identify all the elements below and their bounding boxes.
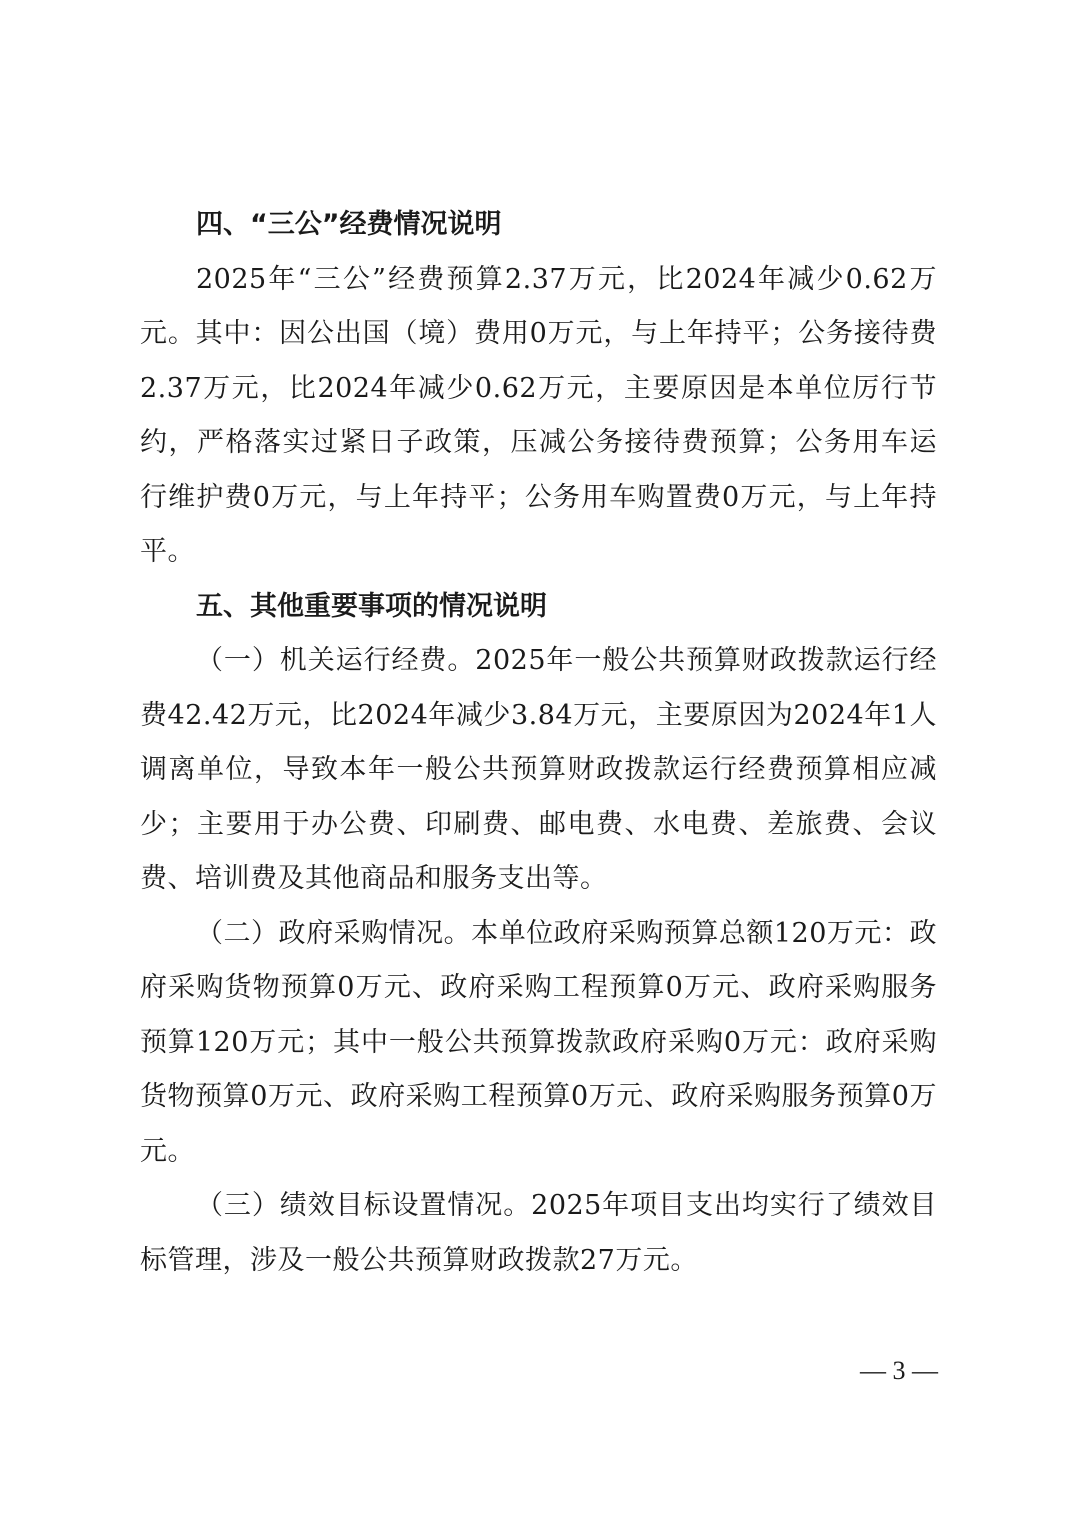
page-number: — 3 — — [860, 1356, 938, 1385]
section-5-item-3: （三）绩效目标设置情况。2025年项目支出均实行了绩效目标管理，涉及一般公共预算财政拨款27万元。 — [140, 1190, 937, 1276]
section-4-paragraph: 2025年“三公”经费预算2.37万元，比2024年减少0.62万元。其中：因公出国（境）费用0万元，与上年持平；公务接待费2.37万元，比2024年减少0.62万元，主要原因是本单位厉行节约，严格落实过紧日子政策，压减公务接待费预算；公务用车运行维护费0万元，与上年持平；公务用车购置费0万元，与上年持平。 — [140, 263, 937, 567]
section-5-heading: 五、其他重要事项的情况说明 — [196, 590, 547, 622]
document-body — [140, 198, 937, 1288]
section-5-item-2: （二）政府采购情况。本单位政府采购预算总额120万元：政府采购货物预算0万元、政府采购工程预算0万元、政府采购服务预算120万元；其中一般公共预算拨款政府采购0万元：政府采购货物预算0万元、政府采购工程预算0万元、政府采购服务预算0万元。 — [140, 917, 937, 1167]
section-5-item-1: （一）机关运行经费。2025年一般公共预算财政拨款运行经费42.42万元，比2024年减少3.84万元，主要原因为2024年1人调离单位，导致本年一般公共预算财政拨款运行经费预算相应减少；主要用于办公费、印刷费、邮电费、水电费、差旅费、会议费、培训费及其他商品和服务支出等。 — [140, 645, 937, 894]
section-4-heading: 四、“三公”经费情况说明 — [196, 209, 502, 240]
